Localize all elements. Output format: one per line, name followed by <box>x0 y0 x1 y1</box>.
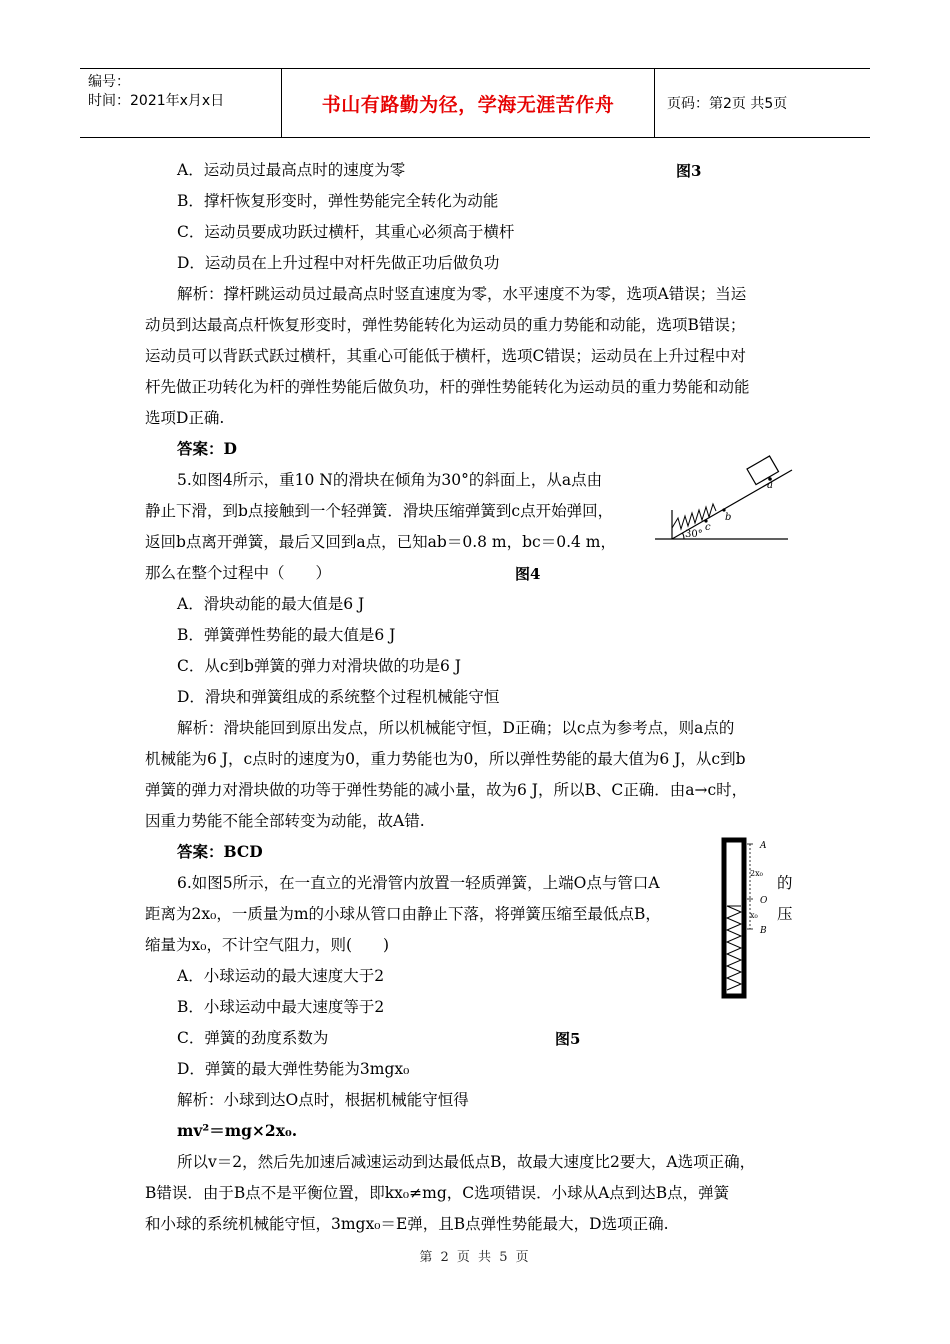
q5-option-a: A．滑块动能的最大值是6 J <box>177 595 365 613</box>
number-label: 编号： <box>88 74 130 90</box>
point-c-label: c <box>705 522 711 533</box>
q5-stem-line: 返回b点离开弹簧，最后又回到a点，已知ab＝0.8 m，bc＝0.4 m， <box>145 533 616 551</box>
q4-analysis-line: 解析：撑杆跳运动员过最高点时竖直速度为零，水平速度不为零，选项A错误；当运 <box>177 285 747 303</box>
q6-stem-line: 缩量为x₀，不计空气阻力，则( ) <box>145 936 390 954</box>
point-a-label: a <box>767 480 773 491</box>
q6-stem-tail: 压 <box>777 905 793 923</box>
q6-option-b: B．小球运动中最大速度等于2 <box>177 998 385 1016</box>
page-info: 页码：第2页 共5页 <box>667 96 788 112</box>
q5-stem-line: 静止下滑，到b点接触到一个轻弹簧．滑块压缩弹簧到c点开始弹回， <box>145 502 614 520</box>
q6-stem-line: 距离为2x₀，一质量为m的小球从管口由静止下落，将弹簧压缩至最低点B， <box>145 905 661 923</box>
segment-2x0-label: 2x₀ <box>750 869 763 878</box>
q5-stem-line: 5.如图4所示，重10 N的滑块在倾角为30°的斜面上，从a点由 <box>177 471 603 489</box>
q4-analysis-line: 动员到达最高点杆恢复形变时，弹性势能转化为运动员的重力势能和动能，选项B错误； <box>145 316 746 334</box>
q6-analysis-line: 和小球的系统机械能守恒，3mgx₀＝E弹，且B点弹性势能最大，D选项正确. <box>145 1215 669 1233</box>
figure-5-label: 图5 <box>555 1030 581 1048</box>
point-A-label: A <box>760 841 767 851</box>
q6-analysis-line: 所以v＝2，然后先加速后减速运动到达最低点B，故最大速度比2要大，A选项正确， <box>177 1153 756 1171</box>
q6-analysis-equation: mv²＝mg×2x₀. <box>177 1121 298 1140</box>
figure-3-label: 图3 <box>676 162 702 180</box>
point-B-label: B <box>760 926 767 936</box>
q5-stem-line: 那么在整个过程中（ ） <box>145 564 332 582</box>
header-meta <box>80 69 282 137</box>
page-header <box>80 68 870 138</box>
q4-answer: 答案：D <box>177 439 237 458</box>
motto: 书山有路勤为径，学海无涯苦作舟 <box>282 69 655 137</box>
q5-option-b: B．弹簧弹性势能的最大值是6 J <box>177 626 396 644</box>
q4-analysis-line: 运动员可以背跃式跃过横杆，其重心可能低于横杆，选项C错误；运动员在上升过程中对 <box>145 347 746 365</box>
q5-analysis-line: 弹簧的弹力对滑块做的功等于弹性势能的减小量，故为6 J，所以B、C正确．由a→c时， <box>145 781 748 799</box>
q6-analysis-line: 解析：小球到达O点时，根据机械能守恒得 <box>177 1091 469 1109</box>
q4-option-b: B．撑杆恢复形变时，弹性势能完全转化为动能 <box>177 192 499 210</box>
q5-option-c: C．从c到b弹簧的弹力对滑块做的功是6 J <box>177 657 461 675</box>
date-label: 时间：2021年x月x日 <box>88 93 225 109</box>
point-O-label: O <box>760 896 768 906</box>
q5-analysis-line: 因重力势能不能全部转变为动能，故A错. <box>145 812 425 830</box>
q4-option-c: C．运动员要成功跃过横杆，其重心必须高于横杆 <box>177 223 515 241</box>
q5-analysis-line: 解析：滑块能回到原出发点，所以机械能守恒，D正确；以c点为参考点，则a点的 <box>177 719 735 737</box>
q6-stem-tail: 的 <box>777 874 793 892</box>
q4-analysis-line: 选项D正确. <box>145 409 225 427</box>
q4-analysis-line: 杆先做正功转化为杆的弹性势能后做负功，杆的弹性势能转化为运动员的重力势能和动能 <box>145 378 750 396</box>
figure-4-label: 图4 <box>515 565 541 583</box>
segment-x0-label: x₀ <box>750 911 758 920</box>
q5-analysis-line: 机械能为6 J，c点时的速度为0，重力势能也为0，所以弹性势能的最大值为6 J，从c到b <box>145 750 746 768</box>
angle-label: 30° <box>685 529 703 540</box>
q4-option-a: A．运动员过最高点时的速度为零 <box>177 161 406 179</box>
q6-option-a: A．小球运动的最大速度大于2 <box>177 967 385 985</box>
q4-option-d: D．运动员在上升过程中对杆先做正功后做负功 <box>177 254 500 272</box>
figure-4-incline-diagram <box>650 450 800 550</box>
q6-option-d: D．弹簧的最大弹性势能为3mgx₀ <box>177 1060 410 1078</box>
page-footer: 第 2 页 共 5 页 <box>419 1250 531 1265</box>
q5-option-d: D．滑块和弹簧组成的系统整个过程机械能守恒 <box>177 688 500 706</box>
point-b-label: b <box>725 512 732 523</box>
q5-answer: 答案：BCD <box>177 842 263 861</box>
q6-analysis-line: B错误．由于B点不是平衡位置，即kx₀≠mg，C选项错误．小球从A点到达B点，弹簧 <box>145 1184 730 1202</box>
q6-option-c: C．弹簧的劲度系数为 <box>177 1029 329 1047</box>
q6-stem-line: 6.如图5所示，在一直立的光滑管内放置一轻质弹簧，上端O点与管口A <box>177 874 660 892</box>
